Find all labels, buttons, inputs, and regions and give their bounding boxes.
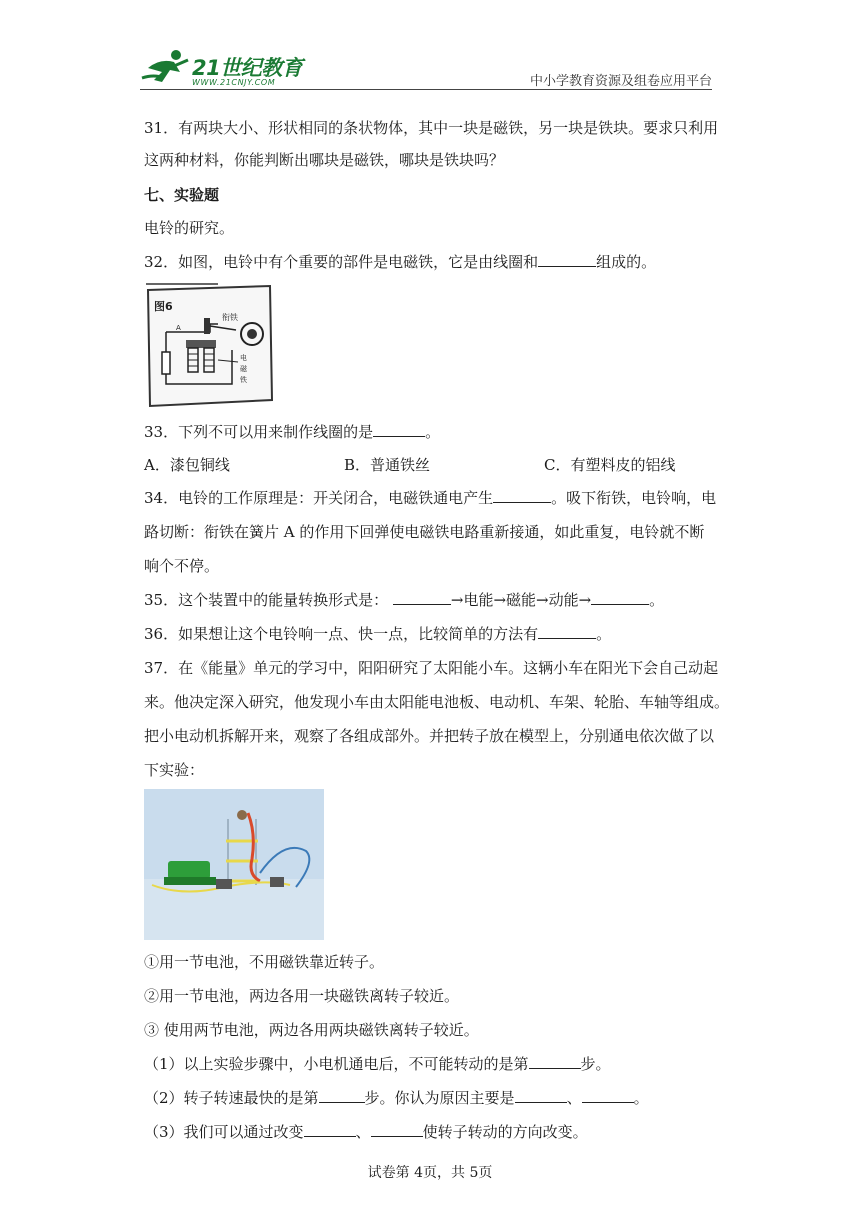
option-b: B．普通铁丝 <box>344 456 431 474</box>
experiment-step-3: ③ 使用两节电池，两边各用两块磁铁离转子较近。 <box>144 1021 479 1039</box>
experiment-step-2: ②用一节电池，两边各用一块磁铁离转子较近。 <box>144 987 460 1005</box>
runner-logo-icon <box>140 48 192 90</box>
question-36 <box>144 624 611 644</box>
sub3-sep: 、 <box>355 1123 371 1141</box>
option-c: C．有塑料皮的铝线 <box>544 456 676 474</box>
sub1-text: （1）以上实验步骤中，小电机通电后，不可能转动的是第 <box>144 1055 529 1073</box>
answer-blank <box>304 1122 356 1137</box>
header-divider <box>140 89 712 90</box>
q35-text: 35．这个装置中的能量转换形式是： <box>144 591 389 609</box>
sub2-text: （2）转子转速最快的是第 <box>144 1089 319 1107</box>
sub3-text-end: 使转子转动的方向改变。 <box>422 1123 588 1141</box>
question-37-line-3: 把小电动机拆解开来，观察了各组成部外。并把转子放在模型上，分别通电依次做了以 <box>144 727 715 745</box>
electric-bell-figure <box>144 280 274 408</box>
q32-text-end: 组成的。 <box>596 253 657 271</box>
question-37-line-4: 下实验： <box>144 761 205 779</box>
q31-line-2: 这两种材料，你能判断出哪块是磁铁，哪块是铁块吗？ <box>144 151 505 169</box>
question-33 <box>144 422 440 442</box>
sub-question-1 <box>144 1054 611 1074</box>
experiment-image <box>144 789 324 940</box>
motor-experiment-photo <box>144 789 324 940</box>
answer-blank <box>538 252 596 267</box>
question-37-line-1: 37．在《能量》单元的学习中，阳阳研究了太阳能小车。这辆小车在阳光下会自己动起 <box>144 659 719 677</box>
sub3-text: （3）我们可以通过改变 <box>144 1123 304 1141</box>
figure-label: 图6 <box>154 300 173 313</box>
answer-blank <box>582 1088 634 1103</box>
question-35 <box>144 590 664 610</box>
sub-question-2 <box>144 1088 649 1108</box>
magnet-label-1: 电 <box>240 354 247 362</box>
answer-blank <box>515 1088 567 1103</box>
page-footer: 试卷第 4页，共 5页 <box>367 1165 493 1181</box>
answer-blank <box>373 422 425 437</box>
section-title: 七、实验题 <box>144 186 220 204</box>
magnet-label-2: 磁 <box>240 365 247 373</box>
answer-blank <box>371 1122 423 1137</box>
question-34-line-3: 响个不停。 <box>144 557 220 575</box>
answer-blank <box>493 488 551 503</box>
question-34-line-2: 路切断：衔铁在簧片 A 的作用下回弹使电磁铁电路重新接通，如此重复，电铃就不断 <box>144 523 705 541</box>
answer-blank <box>538 624 596 639</box>
answer-blank <box>591 590 649 605</box>
armature-label: 衔铁 <box>222 313 238 322</box>
magnet-label-3: 铁 <box>240 376 247 384</box>
option-a: A．漆包铜线 <box>144 456 230 474</box>
question-32 <box>144 252 656 272</box>
q33-options <box>144 455 704 475</box>
answer-blank <box>319 1088 365 1103</box>
q33-text-end: 。 <box>425 423 441 441</box>
answer-blank <box>393 590 451 605</box>
q36-text-end: 。 <box>596 625 612 643</box>
sub2-sep: 、 <box>566 1089 582 1107</box>
q36-text: 36．如果想让这个电铃响一点、快一点，比较简单的方法有 <box>144 625 539 643</box>
q34-text-cont: 。吸下衔铁，电铃响，电 <box>551 489 717 507</box>
answer-blank <box>529 1054 581 1069</box>
q35-text-end: 。 <box>649 591 665 609</box>
sub2-text-end: 。 <box>633 1089 649 1107</box>
q33-text: 33．下列不可以用来制作线圈的是 <box>144 423 374 441</box>
bell-circuit-diagram <box>144 280 274 408</box>
q31-line-1: 31．有两块大小、形状相同的条状物体，其中一块是磁铁，另一块是铁块。要求只利用 <box>144 119 719 137</box>
q32-text: 32．如图，电铃中有个重要的部件是电磁铁，它是由线圈和 <box>144 253 539 271</box>
question-37-line-2: 来。他决定深入研究，他发现小车由太阳能电池板、电动机、车架、轮胎、车轴等组成。 <box>144 693 730 711</box>
q35-text-mid: →电能→磁能→动能→ <box>450 591 592 609</box>
logo-text: 21世纪教育 <box>192 56 303 80</box>
sub2-text-mid: 步。你认为原因主要是 <box>364 1089 515 1107</box>
page-header <box>140 40 712 92</box>
question-34-line-1 <box>144 488 716 508</box>
platform-name: 中小学教育资源及组卷应用平台 <box>529 74 712 89</box>
logo-url: WWW.21CNJY.COM <box>192 78 276 87</box>
spring-label: A <box>176 324 181 332</box>
sub1-text-end: 步。 <box>580 1055 611 1073</box>
brand-logo <box>140 48 310 90</box>
experiment-step-1: ①用一节电池，不用磁铁靠近转子。 <box>144 953 385 971</box>
q34-text: 34．电铃的工作原理是：开关闭合，电磁铁通电产生 <box>144 489 494 507</box>
sub-question-3 <box>144 1122 588 1142</box>
section-intro: 电铃的研究。 <box>144 219 235 237</box>
